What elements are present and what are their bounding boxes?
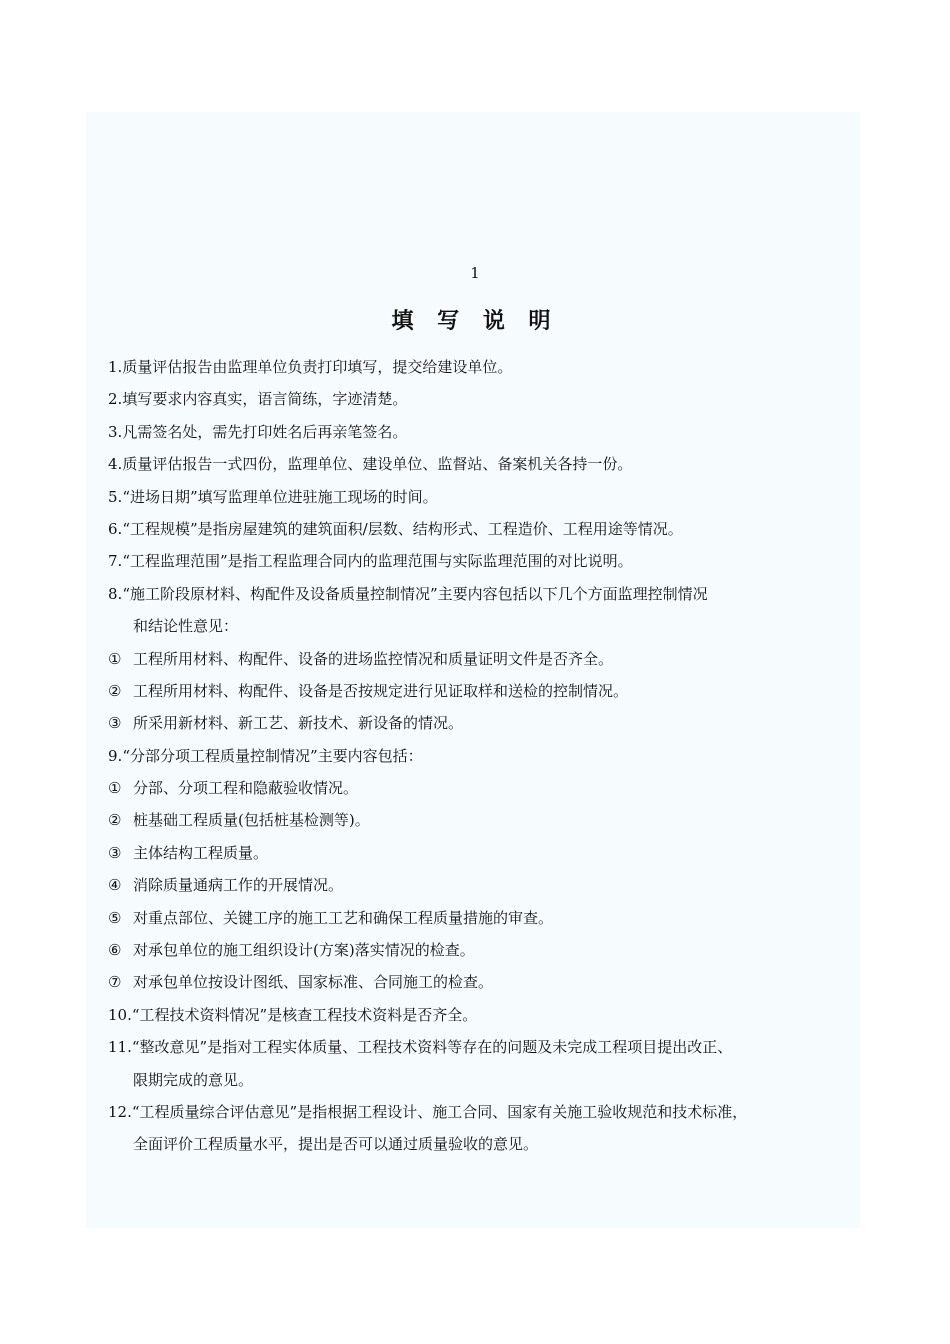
instruction-item: [108, 545, 828, 577]
instruction-item: [108, 416, 828, 448]
item-marker: 8.: [108, 584, 123, 603]
instruction-subitem: [108, 675, 828, 707]
instruction-item: [108, 1031, 828, 1063]
page-title: 填 写 说 明: [391, 308, 559, 334]
item-text: “进场日期”填写监理单位进驻施工现场的时间。: [122, 487, 438, 506]
item-text: 对承包单位的施工组织设计(方案)落实情况的检查。: [133, 941, 475, 960]
item-text: 全面评价工程质量水平，提出是否可以通过质量验收的意见。: [133, 1135, 539, 1154]
item-text: 质量评估报告由监理单位负责打印填写，提交给建设单位。: [122, 358, 513, 376]
item-marker: 6.: [108, 519, 123, 538]
item-text: 消除质量通病工作的开展情况。: [133, 876, 344, 895]
item-text: 限期完成的意见。: [133, 1070, 254, 1089]
item-marker: 1.: [108, 358, 123, 376]
instruction-item: [108, 448, 828, 480]
instruction-item: [108, 383, 828, 415]
page-number: 1: [470, 264, 480, 282]
item-marker: ④: [108, 876, 122, 895]
instruction-subitem: [108, 934, 828, 966]
item-text: 工程所用材料、构配件、设备的进场监控情况和质量证明文件是否齐全。: [133, 649, 614, 668]
instruction-item: [108, 481, 828, 513]
item-text: 桩基础工程质量(包括桩基检测等)。: [133, 811, 370, 830]
item-text: “工程规模”是指房屋建筑的建筑面积/层数、结构形式、工程造价、工程用途等情况。: [122, 519, 683, 538]
item-marker: 9.: [108, 746, 123, 765]
item-text: “工程监理范围”是指工程监理合同内的监理范围与实际监理范围的对比说明。: [122, 552, 633, 571]
item-marker: ③: [108, 714, 122, 733]
item-text: 工程所用材料、构配件、设备是否按规定进行见证取样和送检的控制情况。: [133, 681, 629, 700]
item-marker: ②: [108, 811, 122, 830]
instruction-subitem: [108, 966, 828, 998]
instruction-continuation: [108, 1064, 828, 1096]
item-text: “工程技术资料情况”是核查工程技术资料是否齐全。: [131, 1005, 478, 1024]
item-marker: ⑥: [108, 941, 122, 960]
item-text: 填写要求内容真实，语言简练，字迹清楚。: [122, 390, 408, 409]
instruction-item: [108, 351, 828, 383]
item-text: “工程质量综合评估意见”是指根据工程设计、施工合同、国家有关施工验收规范和技术标准，: [131, 1102, 748, 1121]
item-marker: 4.: [108, 455, 123, 474]
item-marker: ①: [108, 649, 122, 668]
item-text: 质量评估报告一式四份，监理单位、建设单位、监督站、备案机关各持一份。: [122, 455, 633, 474]
item-marker: 7.: [108, 552, 123, 571]
instruction-item: [108, 578, 828, 610]
instruction-item: [108, 1096, 828, 1128]
instruction-subitem: [108, 643, 828, 675]
instruction-item: [108, 999, 828, 1031]
item-text: 对重点部位、关键工序的施工工艺和确保工程质量措施的审查。: [133, 908, 554, 927]
item-text: “施工阶段原材料、构配件及设备质量控制情况”主要内容包括以下几个方面监理控制情况: [122, 584, 708, 603]
item-marker: ③: [108, 843, 122, 862]
item-text: “整改意见”是指对工程实体质量、工程技术资料等存在的问题及未完成工程项目提出改正、: [131, 1038, 733, 1057]
item-text: 对承包单位按设计图纸、国家标准、合同施工的检查。: [133, 973, 494, 992]
item-marker: 5.: [108, 487, 123, 506]
item-marker: 12.: [108, 1102, 132, 1121]
item-text: 和结论性意见：: [133, 617, 239, 636]
item-text: “分部分项工程质量控制情况”主要内容包括：: [122, 746, 423, 765]
instruction-item: [108, 513, 828, 545]
instruction-item: [108, 740, 828, 772]
instruction-list: [108, 351, 828, 1161]
item-marker: ⑤: [108, 908, 122, 927]
instruction-continuation: [108, 1128, 828, 1160]
instruction-subitem: [108, 772, 828, 804]
item-text: 所采用新材料、新工艺、新技术、新设备的情况。: [133, 714, 464, 733]
instruction-subitem: [108, 707, 828, 739]
instruction-subitem: [108, 837, 828, 869]
instruction-subitem: [108, 869, 828, 901]
item-text: 分部、分项工程和隐蔽验收情况。: [133, 779, 359, 798]
instruction-subitem: [108, 902, 828, 934]
instruction-continuation: [108, 610, 828, 642]
item-text: 主体结构工程质量。: [133, 843, 269, 862]
item-marker: 2.: [108, 390, 123, 409]
item-text: 凡需签名处，需先打印姓名后再亲笔签名。: [122, 422, 408, 441]
item-marker: ②: [108, 681, 122, 700]
item-marker: 10.: [108, 1005, 132, 1024]
item-marker: 11.: [108, 1038, 132, 1057]
item-marker: 3.: [108, 422, 123, 441]
item-marker: ⑦: [108, 973, 122, 992]
instruction-subitem: [108, 804, 828, 836]
item-marker: ①: [108, 779, 122, 798]
